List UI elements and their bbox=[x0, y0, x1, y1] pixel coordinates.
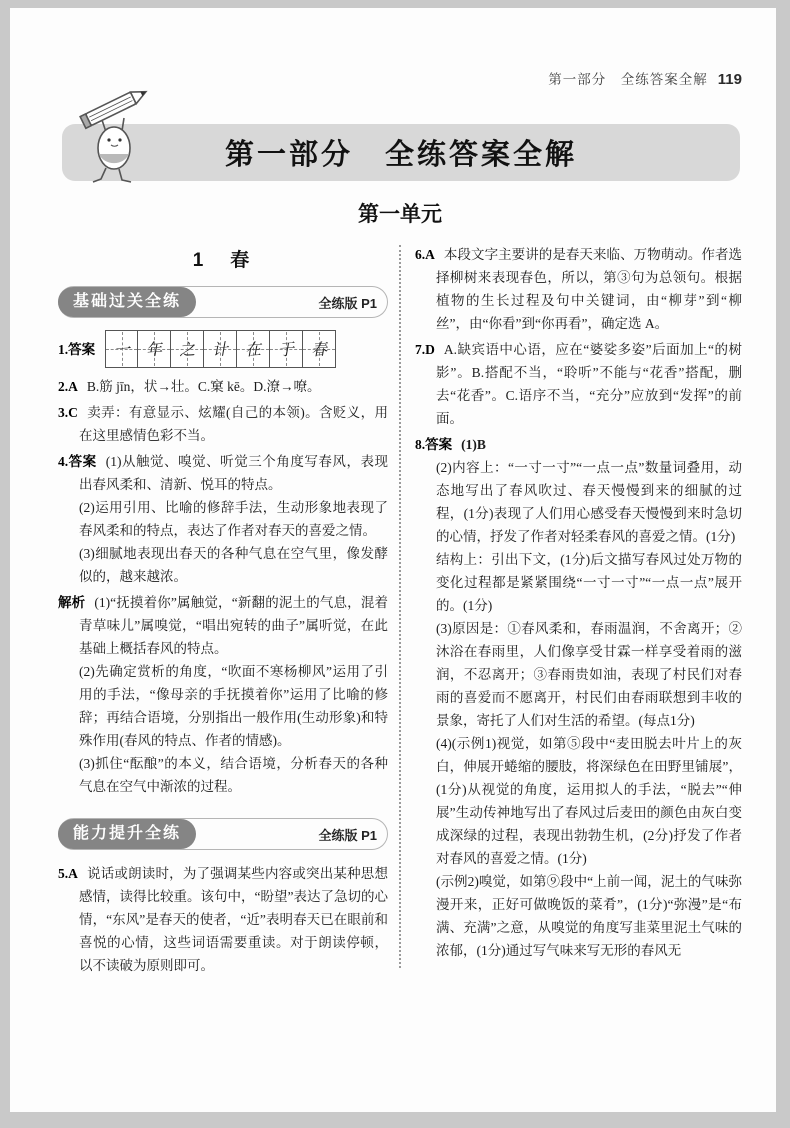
part-title-banner bbox=[62, 124, 740, 181]
question-number: 4. bbox=[58, 454, 69, 469]
question-number: 2. bbox=[58, 379, 69, 394]
question-number: 6. bbox=[415, 247, 426, 262]
answer-letter: C bbox=[68, 405, 78, 420]
answer-letter: A bbox=[425, 247, 435, 262]
left-column bbox=[58, 243, 388, 980]
answer-text: B.筋 jīn，状→壮。C.窠 kē。D.潦→嘹。 bbox=[86, 379, 321, 394]
question-5 bbox=[58, 862, 388, 977]
question-number: 8. bbox=[415, 437, 426, 452]
answer-text: (1)B bbox=[461, 437, 486, 452]
section-badge-advanced: 能力提升全练 bbox=[58, 819, 196, 849]
question-number: 1. bbox=[58, 341, 69, 357]
page bbox=[10, 8, 776, 1112]
section-badge-basic: 基础过关全练 bbox=[58, 287, 196, 317]
answer-text: A.缺宾语中心语，应在“婆娑多姿”后面加上“的树影”。B.搭配不当，“聆听”不能与“花香”搭配，删去“花香”。C.语序不当，“充分”应放到“发挥”的前面。 bbox=[436, 342, 742, 426]
answer-paragraph: (4)(示例1)视觉，如第⑤段中“麦田脱去叶片上的灰白，伸展开蜷缩的腰肢，将深绿色在田野里铺展”，(1分)从视觉的角度，运用拟人的手法，“脱去”“伸展”生动传神地写出了春风过后麦田的颜色由灰白变成深绿的过程，表现出勃勃生机，(2分)抒发了作者对春风的喜爱之情。(1分) bbox=[436, 736, 742, 866]
answer-label: 答案 bbox=[68, 341, 96, 357]
answer-paragraph: (示例2)嗅觉，如第⑨段中“上前一闻，泥土的气味弥漫开来，正好可做晚饭的菜肴”，(1分)“弥漫”是“布满、充满”之意，从嗅觉的角度写韭菜里泥土气味的浓郁，(1分)通过写气味来写无形的春风无 bbox=[436, 874, 742, 958]
grid-cell: 春 bbox=[303, 330, 336, 368]
running-head-title: 第一部分 全练答案全解 bbox=[548, 72, 708, 87]
section-header-basic bbox=[58, 286, 388, 318]
page-number: 119 bbox=[717, 71, 742, 88]
question-number: 7. bbox=[415, 342, 426, 357]
answer-label: 答案 bbox=[425, 437, 453, 452]
grid-cell: 计 bbox=[204, 330, 237, 368]
question-1 bbox=[58, 330, 388, 368]
question-3 bbox=[58, 401, 388, 447]
question-4 bbox=[58, 450, 388, 588]
analysis-block bbox=[58, 591, 388, 798]
answer-text: 说话或朗读时，为了强调某些内容或突出某种思想感情，读得比较重。该句中，“盼望”表达了急切的心情，“东风”是春天的使者，“近”表明春天已在眼前和喜悦的心情，这些词语需要重读。对于朗读停顿，以不读破为原则即可。 bbox=[79, 866, 388, 973]
question-8 bbox=[415, 433, 742, 962]
analysis-label: 解析 bbox=[58, 595, 86, 610]
pencil-mascot-icon bbox=[76, 84, 162, 188]
section-header-advanced bbox=[58, 818, 388, 850]
column-divider bbox=[399, 245, 401, 968]
answer-label: 答案 bbox=[68, 454, 97, 469]
grid-cell: 在 bbox=[237, 330, 270, 368]
grid-cell: 年 bbox=[138, 330, 171, 368]
answer-letter: D bbox=[425, 342, 435, 357]
two-column-layout bbox=[58, 243, 742, 980]
right-column bbox=[413, 243, 742, 980]
answer-text: 本段文字主要讲的是春天来临、万物萌动。作者选择柳树来表现春色，所以，第③句为总领句。根据植物的生长过程及句中关键词，由“柳芽”到“柳丝”，由“你看”到“你再看”，确定选 A。 bbox=[436, 247, 742, 331]
question-2 bbox=[58, 375, 388, 398]
answer-text: 卖弄：有意显示、炫耀(自己的本领)。含贬义，用在这里感情色彩不当。 bbox=[79, 405, 388, 443]
answer-writing-grid bbox=[105, 330, 336, 368]
answer-paragraph: (3)细腻地表现出春天的各种气息在空气里，像发酵似的，越来越浓。 bbox=[79, 546, 388, 584]
answer-paragraph: (2)运用引用、比喻的修辞手法，生动形象地表现了春风柔和的特点，表达了作者对春天的喜爱之情。 bbox=[79, 500, 388, 538]
answer-paragraph: (3)原因是：①春风柔和，春雨温润，不舍离开；②沐浴在春雨里，人们像享受甘霖一样享受着雨的滋润，不忍离开；③春雨贵如油，表现了村民们对春雨的喜爱而不愿离开，村民们由春雨联想到丰收的景象，寄托了人们对生活的希望。(每点1分) bbox=[436, 621, 742, 728]
question-7 bbox=[415, 338, 742, 430]
answer-letter: A bbox=[68, 379, 78, 394]
analysis-paragraph: (3)抓住“酝酿”的本义，结合语境，分析春天的各种气息在空气中渐浓的过程。 bbox=[79, 756, 388, 794]
analysis-text: (1)“抚摸着你”属触觉，“新翻的泥土的气息，混着青草味儿”属嗅觉，“唱出宛转的曲子”属听觉，在此基础上概括春风的特点。 bbox=[79, 595, 389, 656]
question-number: 5. bbox=[58, 866, 69, 881]
answer-letter: A bbox=[68, 866, 78, 881]
answer-paragraph: 结构上：引出下文，(1分)后文描写春风过处万物的变化过程都是紧紧围绕“一寸一寸”“一点一点”展开的。(1分) bbox=[436, 552, 742, 613]
answer-text: (1)从触觉、嗅觉、听觉三个角度写春风，表现出春风柔和、清新、悦耳的特点。 bbox=[79, 454, 388, 492]
grid-cell: 一 bbox=[105, 330, 138, 368]
grid-cell: 于 bbox=[270, 330, 303, 368]
analysis-paragraph: (2)先确定赏析的角度，“吹面不寒杨柳风”运用了引用的手法，“像母亲的手抚摸着你”运用了比喻的修辞；再结合语境，分别指出一般作用(生动形象)和特殊作用(春风的特点、作者的情感)。 bbox=[79, 664, 388, 748]
edition-label: 全练版 P1 bbox=[318, 827, 377, 843]
grid-cell: 之 bbox=[171, 330, 204, 368]
question-6 bbox=[415, 243, 742, 335]
unit-title: 第一单元 bbox=[358, 203, 442, 226]
lesson-title: 1 春 bbox=[192, 250, 254, 271]
question-number: 3. bbox=[58, 405, 69, 420]
part-title: 第一部分 全练答案全解 bbox=[224, 139, 577, 171]
edition-label: 全练版 P1 bbox=[318, 295, 377, 311]
answer-paragraph: (2)内容上：“一寸一寸”“一点一点”数量词叠用，动态地写出了春风吹过、春天慢慢到来的细腻的过程，(1分)表现了人们用心感受春天慢慢到来时急切的心情，抒发了作者对轻柔春风的喜爱之情。(1分) bbox=[436, 460, 742, 544]
